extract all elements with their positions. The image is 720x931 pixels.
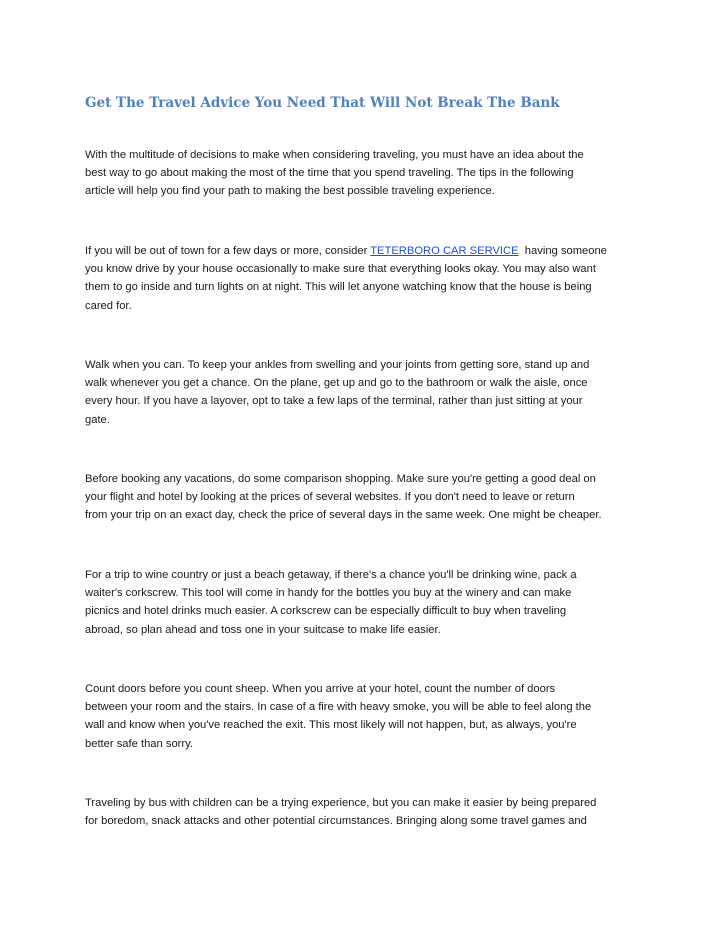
text-line: cared for. xyxy=(85,299,132,312)
text-line: you know drive by your house occasionally to make sure that everything looks okay. You may also want xyxy=(85,263,596,276)
text-line: Before booking any vacations, do some comparison shopping. Make sure you're getting a good deal on xyxy=(85,473,596,485)
text-line: article will help you find your path to making the best possible traveling experience. xyxy=(85,185,495,198)
paragraph-intro xyxy=(85,146,645,201)
text-line xyxy=(85,242,645,260)
text-line: With the multitude of decisions to make when considering traveling, you must have an idea about the xyxy=(85,149,584,161)
text-line: Traveling by bus with children can be a trying experience, but you can make it easier by being prepared xyxy=(85,797,597,809)
teterboro-car-service-link[interactable]: TETERBORO CAR SERVICE xyxy=(370,245,519,257)
text-line: Count doors before you count sheep. When you arrive at your hotel, count the number of doors xyxy=(85,683,556,695)
text-line: Walk when you can. To keep your ankles from swelling and your joints from getting sore, stand up and xyxy=(85,359,590,371)
paragraph-comparison-shopping xyxy=(85,470,645,525)
text-line: best way to go about making the most of the time that you spend traveling. The tips in the following xyxy=(85,167,574,180)
text-segment: having someone xyxy=(518,245,607,257)
text-line: every hour. If you have a layover, opt to take a few laps of the terminal, rather than just sitting at your xyxy=(85,395,583,408)
text-line: gate. xyxy=(85,413,110,426)
text-line: walk whenever you get a chance. On the plane, get up and go to the bathroom or walk the aisle, once xyxy=(85,377,588,390)
text-line: abroad, so plan ahead and toss one in your suitcase to make life easier. xyxy=(85,623,441,636)
text-line: them to go inside and turn lights on at night. This will let anyone watching know that the house is being xyxy=(85,281,592,294)
document-title: Get The Travel Advice You Need That Will Not Break The Bank xyxy=(85,95,560,111)
text-line: For a trip to wine country or just a beach getaway, if there's a chance you'll be drinking wine, pack a xyxy=(85,569,577,581)
text-segment: If you will be out of town for a few days or more, consider xyxy=(85,245,371,257)
text-line: waiter's corkscrew. This tool will come in handy for the bottles you buy at the winery and can make xyxy=(85,587,572,600)
text-line: picnics and hotel drinks much easier. A corkscrew can be especially difficult to buy when traveling xyxy=(85,605,567,618)
text-line: from your trip on an exact day, check the price of several days in the same week. One might be cheaper. xyxy=(85,509,602,522)
text-line: wall and know when you've reached the exit. This most likely will not happen, but, as always, you're xyxy=(85,719,577,732)
paragraph-car-service xyxy=(85,242,645,315)
paragraph-corkscrew xyxy=(85,566,645,639)
text-line: for boredom, snack attacks and other potential circumstances. Bringing along some travel games and xyxy=(85,815,587,828)
text-line: better safe than sorry. xyxy=(85,737,193,750)
paragraph-bus-children xyxy=(85,794,645,830)
text-line: your flight and hotel by looking at the prices of several websites. If you don't need to leave or return xyxy=(85,491,575,504)
paragraph-walk xyxy=(85,356,645,429)
text-line: between your room and the stairs. In case of a fire with heavy smoke, you will be able to feel along the xyxy=(85,701,592,714)
paragraph-count-doors xyxy=(85,680,645,753)
